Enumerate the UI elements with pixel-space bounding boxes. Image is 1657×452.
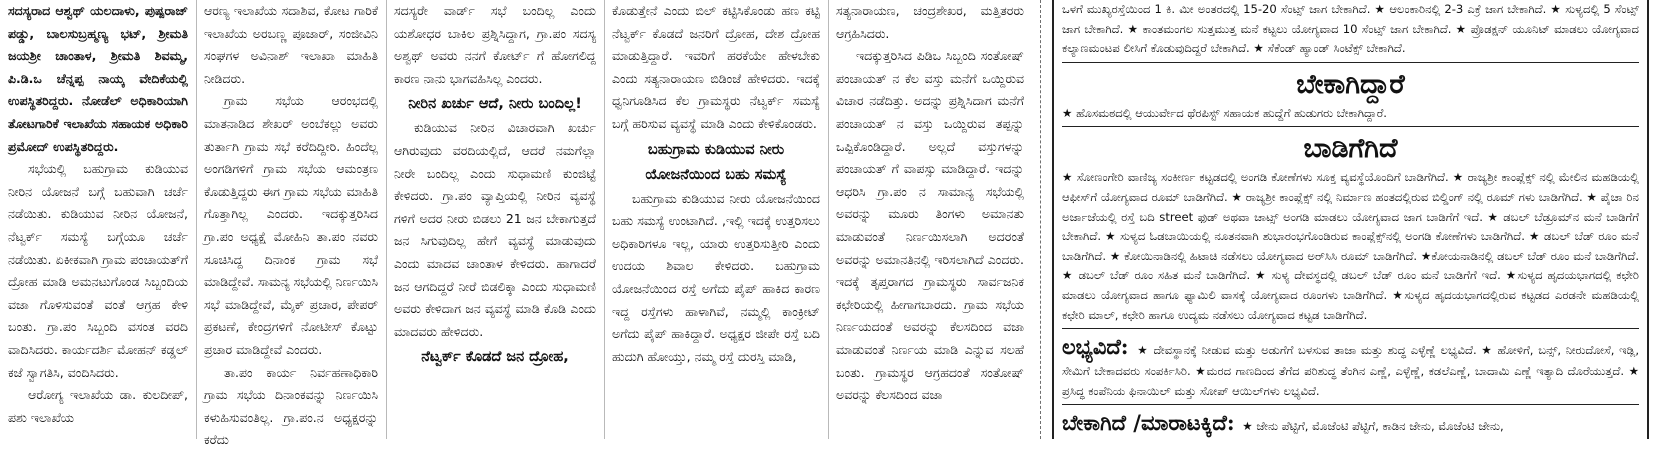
article-subheading: ನೆಟ್ವರ್ಕ್ ಕೊಡದೆ ಜನ ದ್ರೋಹ,: [421, 349, 569, 366]
classified-rent-text: ★ ಸೋಣಂಗೇರಿ ವಾಣಿಜ್ಯ ಸಂಕೀರ್ಣ ಕಟ್ಟಡದಲ್ಲಿ ಅಂಗಡಿ ಕೋಣೆಗಳು ಸೂಕ್ತ ವ್ಯವಸ್ಥೆಯೊಂದಿಗೆ ಬಾಡಿಗೆಗಿದೆ. ★ ರಾಜ್ಯಶ್ರೀ ಕಾಂಪ್ಲೆಕ್ಸ್ ನಲ್ಲಿ ಮೇಲಿನ ಮಹಡಿಯಲ್ಲಿ ಆಫೀಸ್‌ಗೆ ಯೋಗ್ಯವಾದ ರೂಮ್ ಬಾಡಿಗೆಗಿದೆ. ★ ರಾಜ್ಯಶ್ರೀ ಕಾಂಪ್ಲೆಕ್ಸ್ ನಲ್ಲಿ ನಿರ್ಮಾಣ ಹಂತದಲ್ಲಿರುವ ಬಿಲ್ಡಿಂಗ್ ನಲ್ಲಿ ರೂಮ್ ಗಳು ಬಾಡಿಗೆಗಿದೆ. ★ ಪೈಚಾ ರಿನ ಅರ್ಜಾಜೆಯಲ್ಲಿ ರಸ್ತೆ ಬದಿ street ಫುಡ್ ಅಥವಾ ಚಾಟ್ಸ್ ಅಂಗಡಿ ಮಾಡಲು ಯೋಗ್ಯವಾದ ಜಾಗ ಬಾಡಿಗೆಗೆ ಇದೆ. ★ ಡಬಲ್ ಬೆಡ್ರೂಮ್‌ನ ಮನೆ ಬಾಡಿಗೆಗೆ ಬೇಕಾಗಿದೆ. ★ ಸುಳ್ಯದ ಓಡಬಾಯಿಯಲ್ಲಿ ನೂತನವಾಗಿ ಶುಭಾರಂಭಗೊಂಡಿರುವ ಕಾಂಪ್ಲೆಕ್ಸ್‌ನಲ್ಲಿ ಅಂಗಡಿ ಕೋಣೆಗಳು ಬಾಡಿಗೆಗಿದೆ. ★ ಡಬಲ್ ಬೆಡ್ ರೂಂ ಮನೆ ಬಾಡಿಗೆಗಿದೆ. ★ ಕೋಯಿನಾಡಿನಲ್ಲಿ ಹಿಟಾಚಿ ನಡೆಸಲು ಯೋಗ್ಯವಾದ ಅರ್‌ಸಿಸಿ ರೂಮ್ ಬಾಡಿಗೆಗಿದೆ. ★ಕೋಯನಾಡಿನಲ್ಲಿ ಡಬಲ್ ಬೆಡ್ ರೂಂ ಮನೆ ಬಾಡಿಗೆಗಿದೆ. ★ ಡಬಲ್ ಬೆಡ್ ರೂಂ ಸಹಿತ ಮನೆ ಬಾಡಿಗೆಗಿದೆ. ★ ಸುಳ್ಯ ದೇವಸ್ಥದಲ್ಲಿ ಡಬಲ್ ಬೆಡ್ ರೂಂ ಮನೆ ಬಾಡಿಗೆಗೆ ಇದೆ. ★ಸುಳ್ಯದ ಹೃದಯಭಾಗದಲ್ಲಿ ಕಛೇರಿ ಮಾಡಲು ಯೋಗ್ಯವಾದ ಹಾಗೂ ಫ್ಯಾಮಿಲಿ ವಾಸಕ್ಕೆ ಯೋಗ್ಯವಾದ ರೂಂಗಳು ಬಾಡಿಗೆಗಿದೆ. ★ಸುಳ್ಯದ ಹೃದಯಭಾಗದಲ್ಲಿರುವ ಕಟ್ಟಡದ ಎರಡನೇ ಮಹಡಿಯಲ್ಲಿ ಕಛೇರಿ ಮಾಲ್, ಕಛೇರಿ ಹಾಗೂ ಉದ್ಯಮ ನಡೆಸಲು ಯೋಗ್ಯವಾದ ಕಟ್ಟಡ ಬಾಡಿಗೆಗಿದೆ.: [1062, 170, 1639, 322]
article-paragraph: ಇದಕ್ಕುತ್ತರಿಸಿದ ಪಿಡಿಒ ಸಿಬ್ಬಂದಿ ಸಂತೋಷ್ ಪಂಚಾಯತ್ ನ ಕೆಲ ವಸ್ತು ಮನೆಗೆ ಒಯ್ದಿರುವ ವಿಚಾರ ನಡೆದಿತ್ತು. ಅದನ್ನು ಪ್ರಶ್ನಿಸಿದಾಗ ಮನೆಗೆ ಪಂಚಾಯತ್ ನ ವಸ್ತು ಒಯ್ದಿರುವ ತಪ್ಪನ್ನು ಒಪ್ಪಿಕೊಂಡಿದ್ದಾರೆ. ಅಲ್ಲದೆ ವಸ್ತುಗಳನ್ನು ಪಂಚಾಯತ್ ಗೆ ವಾಪಸ್ಸು ಮಾಡಿದ್ದಾರೆ. ಇದನ್ನು ಆಧರಿಸಿ ಗ್ರಾ.ಪಂ ನ ಸಾಮಾನ್ಯ ಸಭೆಯಲ್ಲಿ ಅವರನ್ನು ಮೂರು ತಿಂಗಳು ಅಮಾನತು ಮಾಡುವಂತೆ ನಿರ್ಣಯಿಸಲಾಗಿ ಅದರಂತೆ ಅವರನ್ನು ಅಮಾನತಿನಲ್ಲಿ ಇರಿಸಲಾಗಿದೆ ಎಂದರು. ಇದಕ್ಕೆ ತೃಪ್ತರಾಗದ ಗ್ರಾಮಸ್ಥರು ಸಾರ್ವಜನಿಕ ಕಛೇರಿಯಲ್ಲಿ ಹೀಗಾಗಬಾರದು. ಗ್ರಾಮ ಸಭೆಯ ನಿರ್ಣಯದಂತೆ ಅವರನ್ನು ಕೆಲಸದಿಂದ ವಜಾ ಮಾಡುವಂತೆ ನಿರ್ಣಯ ಮಾಡಿ ಎನ್ನುವ ಸಲಹೆ ಬಂತು. ಗ್ರಾಮಸ್ಥರ ಆಗ್ರಹದಂತೆ ಸಂತೋಷ್ ಅವರನ್ನು ಕೆಲಸದಿಂದ ವಜಾ: [836, 48, 1024, 403]
article-column-5: [836, 0, 1024, 439]
section-divider: [1062, 404, 1639, 405]
article-paragraph: ಕೊಡುತ್ತೇನೆ ಎಂದು ಬಿಲ್ ಕಟ್ಟಿಸಿಕೊಂಡು ಹಣ ಕಟ್ಟಿ ನೆಟ್ವರ್ಕ್ ಕೊಡದೆ ಜನರಿಗೆ ದ್ರೋಹ, ದೇಶ ದ್ರೋಹ ಮಾಡುತ್ತಿದ್ದಾರೆ. ಇವರಿಗೆ ಹರಕೆಯೇ ಹೇಳಬೇಕು ಎಂದು ಸತ್ಯನಾರಾಯಣ ಬಿಡಿಂಜೆ ಹೇಳಿದರು. ಇದಕ್ಕೆ ಧ್ವನಿಗೂಡಿಸಿದ ಕೆಲ ಗ್ರಾಮಸ್ಥರು ನೆಟ್ವರ್ಕ್ ಸಮಸ್ಯೆ ಬಗ್ಗೆ ಹರಿಸುವ ವ್ಯವಸ್ಥೆ ಮಾಡಿ ಎಂದು ಕೇಳಿಕೊಂಡರು.: [612, 3, 820, 131]
article-paragraph: ಸತ್ಯನಾರಾಯಣ, ಚಂದ್ರಶೇಖರ, ಮತ್ತಿತರರು ಆಗ್ರಹಿಸಿದರು.: [836, 3, 1024, 41]
classified-wanted-text: ★ ಹೊಸಮಠದಲ್ಲಿ ಆಯುರ್ವೇದ ಥೆರಪಿಸ್ಟ್ ಸಹಾಯಕ ಹುದ್ದೆಗೆ ಹುಡುಗರು ಬೇಕಾಗಿದ್ದಾರೆ.: [1062, 105, 1387, 120]
classified-sale-text: ★ ಜೇನು ಪೆಟ್ಟಿಗೆ, ಮೊಜೆಂಟಿ ಪೆಟ್ಟಿಗೆ, ಕಾಡಿನ ಜೇನು, ಮೊಜೆಂಟಿ ಜೇನು,: [1242, 419, 1504, 434]
article-paragraph: ಸಭೆಯಲ್ಲಿ ಬಹುಗ್ರಾಮ ಕುಡಿಯುವ ನೀರಿನ ಯೋಜನೆ ಬಗ್ಗೆ ಬಹುವಾಗಿ ಚರ್ಚೆ ನಡೆಯಿತು. ಕುಡಿಯುವ ನೀರಿನ ಯೋಜನೆ, ನೆಟ್ವರ್ಕ್ ಸಮಸ್ಯೆ ಬಗ್ಗೆಯೂ ಚರ್ಚೆ ನಡೆಯಿತು. ಏಕೀಕವಾಗಿ ಗ್ರಾಮ ಪಂಚಾಯತ್‌ಗೆ ದ್ರೋಹ ಮಾಡಿ ಅಮನಟುಗೊಂಡ ಸಿಬ್ಬಂದಿಯ ವಜಾ ಗೊಳಿಸುವಂತೆ ವಂತೆ ಆಗ್ರಹ ಕೇಳಿ ಬಂತು. ಗ್ರಾ.ಪಂ ಸಿಬ್ಬಂದಿ ವಸಂತ ವರದಿ ವಾದಿಸಿದರು. ಕಾರ್ಯದರ್ಶಿ ಮೋಹನ್ ಕಡ್ಡಲ್ ಕಜೆ ಸ್ವಾಗತಿಸಿ, ವಂದಿಸಿದರು.: [8, 161, 188, 380]
section-divider: [1062, 126, 1639, 127]
column-rule: [196, 0, 197, 439]
article-paragraph: ಆರೋಗ್ಯ ಇಲಾಖೆಯ ಡಾ. ಕುಲದೀಪ್, ಪಶು ಇಲಾಖೆಯ: [8, 387, 188, 425]
classifieds-box: [1052, 0, 1649, 439]
section-divider: [1062, 328, 1639, 329]
for-rent-heading: ಬಾಡಿಗೆಗಿದೆ: [1303, 133, 1398, 165]
article-paragraph: ಬಹುಗ್ರಾಮ ಕುಡಿಯುವ ನೀರು ಯೋಜನೆಯಿಂದ ಬಹು ಸಮಸ್ಯೆ ಉಂಟಾಗಿದೆ. ,ಇಲ್ಲಿ ಇದಕ್ಕೆ ಉತ್ತರಿಸಲು ಅಧಿಕಾರಿಗಳೂ ಇಲ್ಲ, ಯಾರು ಉತ್ತರಿಸುತ್ತೀರಿ ಎಂದು ಉದಯ ಶಿವಾಲ ಕೇಳಿದರು. ಬಹುಗ್ರಾಮ ಯೋಜನೆಯಿಂದ ರಸ್ತೆ ಅಗೆದು ಪೈಪ್ ಹಾಕಿದ ಕಾರಣ ಇದ್ದ ರಸ್ತೆಗಳು ಹಾಳಾಗಿವೆ, ನಮ್ಮಲ್ಲಿ ಕಾಂಕ್ರೀಟ್ ಅಗೆದು ಪೈಪ್ ಹಾಕಿದ್ದಾರೆ. ಅಧ್ಯಕ್ಷರ ಜೀಪೇ ರಸ್ತೆ ಬದಿ ಹುದುಗಿ ಹೋಯ್ತು, ನಮ್ಮ ರಸ್ತೆ ದುರಸ್ತಿ ಮಾಡಿ,: [612, 190, 820, 364]
column-rule: [828, 0, 829, 439]
article-column-3: [394, 0, 596, 439]
column-rule: [604, 0, 605, 439]
column-rule: [386, 0, 387, 439]
article-column-2: [204, 0, 378, 448]
section-divider: [1062, 62, 1639, 63]
wanted-for-sale-heading: ಬೇಕಾಗಿದೆ /ಮಾರಾಟಕ್ಕಿದೆ:: [1062, 410, 1235, 436]
article-paragraph: ಕುಡಿಯುವ ನೀರಿನ ವಿಚಾರವಾಗಿ ಖರ್ಚು ಆಗಿರುವುದು ವರದಿಯಲ್ಲಿದೆ, ಆದರೆ ನಮಗೆಲ್ಲಾ ನೀರೇ ಬಂದಿಲ್ಲ ಎಂದು ಸುಧಾಮಣಿ ಕುಂಜಿಟ್ಟೆ ಕೇಳಿದರು. ಗ್ರಾ.ಪಂ ವ್ಯಾಪ್ತಿಯಲ್ಲಿ ನೀರಿನ ವ್ಯವಸ್ಥೆ ಗಳಿಗೆ ಅದರ ನೀರು ಬಿಡಲು 21 ಜನ ಬೇಕಾಗುತ್ತದೆ ಜನ ಸಿಗುವುದಿಲ್ಲ ಹೇಗೆ ವ್ಯವಸ್ಥೆ ಮಾಡುವುದು ಎಂದು ಮಾದವ ಚಾಂತಾಳ ಕೇಳಿದರು. ಹಾಗಾದರೆ ಜನ ಆಗದಿದ್ದರೆ ನೀರೆ ಬಿಡಲಿಕ್ಕಾ ಎಂದು ಸುಧಾಮಣಿ ಅವರು ಕೇಳಿದಾಗ ಜನ ವ್ಯವಸ್ಥೆ ಮಾಡಿ ಕೊಡಿ ಎಂದು ಮಾದವರು ಹೇಳಿದರು.: [394, 120, 596, 339]
classified-land-wanted-text: ಒಳಗೆ ಮುಖ್ಯರಸ್ತೆಯಿಂದ 1 ಕಿ. ಮೀ ಅಂತರದಲ್ಲಿ 15-20 ಸೆಂಟ್ಸ್ ಜಾಗ ಬೇಕಾಗಿದೆ. ★ ಆಲಂಕಾರಿನಲ್ಲಿ 2-3 ಎಕ್ರೆ ಜಾಗ ಬೇಕಾಗಿದೆ. ★ ಸುಳ್ಯದಲ್ಲಿ 5 ಸೆಂಟ್ಸ್ ಜಾಗ ಬೇಕಾಗಿದೆ. ★ ಕಾಂತಮಂಗಲ ಸುತ್ತಮುತ್ತ ಮನೆ ಕಟ್ಟಲು ಯೋಗ್ಯವಾದ 10 ಸೆಂಟ್ಸ್ ಜಾಗ ಬೇಕಾಗಿದೆ. ★ ಪ್ರೊಡಕ್ಷನ್ ಯೂನಿಟ್ ಮಾಡಲು ಯೋಗ್ಯವಾದ ಕಲ್ಯಾಣಮಂಟಪ ಲೀಸಿಗೆ ಕೊಡುವುದಿದ್ದರೆ ಬೇಕಾಗಿದೆ. ★ ಸೆಕೆಂಡ್ ಹ್ಯಾಂಡ್ ಸಿಂಟೆಕ್ಸ್ ಬೇಕಾಗಿದೆ.: [1062, 2, 1639, 56]
article-paragraph: ತಾ.ಪಂ ಕಾರ್ಯ ನಿರ್ವಹಣಾಧಿಕಾರಿ ಗ್ರಾಮ ಸಭೆಯ ದಿನಾಂಕವನ್ನು ನಿರ್ಣಯಿಸಿ ಕಳುಹಿಸುವಂತಿಲ್ಲ. ಗ್ರಾ.ಪಂ.ನ ಅಧ್ಯಕ್ಷರನ್ನು ಕರೆದು: [204, 364, 378, 448]
classified-available-text: ★ ದೇವಸ್ಥಾನಕ್ಕೆ ನೀಡುವ ಮತ್ತು ಅಡುಗೆಗೆ ಬಳಸುವ ತಾಜಾ ಮತ್ತು ಶುದ್ಧ ಎಳ್ಳೆಣ್ಣೆ ಲಭ್ಯವಿದೆ. ★ ಹೋಳಿಗೆ, ಬನ್ಸ್, ನೀರುದೋಸೆ, ಇಡ್ಲಿ, ಸೇಮಿಗೆ ಬೇಕಾದವರು ಸಂಪರ್ಕಿಸಿರಿ. ★ಮರದ ಗಾಣದಿಂದ ತೆಗೆದ ಪರಿಶುದ್ಧ ತೆಂಗಿನ ಎಣ್ಣೆ, ಎಳ್ಳೆಣ್ಣೆ, ಕಡಲೆಎಣ್ಣೆ, ಬಾದಾಮಿ ಎಣ್ಣೆ ಇತ್ಯಾದಿ ದೊರೆಯುತ್ತದೆ. ★ ಪ್ರಸಿದ್ಧ ಕಂಪೆನಿಯ ಫಿನಾಯಿಲ್ ಮತ್ತು ಸೋಪ್ ಆಯಿಲ್‌ಗಳು ಲಭ್ಯವಿದೆ.: [1062, 343, 1639, 398]
article-column-4: [612, 0, 820, 439]
cut-line-divider: [1040, 0, 1041, 439]
article-paragraph: ಸದಸ್ಯರಾದ ಆಶ್ವಥ್ ಯಲದಾಳು, ಪುಷ್ಪರಾಜ್ ಪಡ್ಡು, ಬಾಲಸುಬ್ರಹ್ಮಣ್ಯ ಭಟ್, ಶ್ರೀಮತಿ ಜಯಶ್ರೀ ಚಾಂತಾಳ, ಶ್ರೀಮತಿ ಶಿವಮ್ಮ, ಪಿ.ಡಿ.ಒ ಚೆನ್ನಪ್ಪ ನಾಯ್ಕ ವೇದಿಕೆಯಲ್ಲಿ ಉಪಸ್ಥಿತರಿದ್ದರು. ನೋಡೆಲ್ ಅಧಿಕಾರಿಯಾಗಿ ತೋಟಗಾರಿಕೆ ಇಲಾಖೆಯ ಸಹಾಯಕ ಅಧಿಕಾರಿ ಪ್ರಮೋದ್ ಉಪಸ್ಥಿತರಿದ್ದರು.: [8, 3, 188, 154]
wanted-heading: ಬೇಕಾಗಿದ್ದಾರೆ: [1296, 68, 1405, 100]
article-paragraph: ಗ್ರಾಮ ಸಭೆಯ ಆರಂಭದಲ್ಲಿ ಮಾತನಾಡಿದ ಶೇಖರ್ ಅಂಬೆಕಲ್ಲು ಅವರು ತುರ್ತಾಗಿ ಗ್ರಾಮ ಸಭೆ ಕರೆದಿದ್ದೀರಿ. ಹಿಂದೆಲ್ಲ ಅಂಗಡಿಗಳಿಗೆ ಗ್ರಾಮ ಸಭೆಯ ಆಮಂತ್ರಣ ಕೊಡುತ್ತಿದ್ದರು ಈಗ ಗ್ರಾಮ ಸಭೆಯ ಮಾಹಿತಿ ಗೊತ್ತಾಗಿಲ್ಲ ಎಂದರು. ಇದಕ್ಕುತ್ತರಿಸಿದ ಗ್ರಾ.ಪಂ ಅಧ್ಯಕ್ಷೆ ಮೋಹಿನಿ ತಾ.ಪಂ ನವರು ಸೂಚಿಸಿದ್ದ ದಿನಾಂಕ ಗ್ರಾಮ ಸಭೆ ಮಾಡಿದ್ದೇವೆ. ಸಾಮನ್ಯ ಸಭೆಯಲ್ಲಿ ನಿರ್ಣಯಿಸಿ ಸಭೆ ಮಾಡಿದ್ದೇವೆ, ಮೈಕ್ ಪ್ರಚಾರ, ಪೇಪರ್ ಪ್ರಕಟಣೆ, ಕೇಂದ್ರಗಳಿಗೆ ನೋಟೀಸ್ ಕೊಟ್ಟು ಪ್ರಚಾರ ಮಾಡಿದ್ದೇವೆ ಎಂದರು.: [204, 93, 378, 357]
article-subheading: ನೀರಿನ ಖರ್ಚು ಆದೆ, ನೀರು ಬಂದಿಲ್ಲ!: [408, 96, 582, 113]
classified-sale-section: [1062, 408, 1639, 438]
available-heading: ಲಭ್ಯವಿದೆ:: [1062, 334, 1129, 360]
article-paragraph: ಸದಸ್ಯರೇ ವಾರ್ಡ್ ಸಭೆ ಬಂದಿಲ್ಲ ಎಂದು ಯಶೋಧರ ಬಾಕಿಲ ಪ್ರಶ್ನಿಸಿದ್ದಾಗ, ಗ್ರಾ.ಪಂ ಸದಸ್ಯ ಅಶ್ವಥ್ ಅವರು ನನಗೆ ಕೋರ್ಟ್ ಗೆ ಹೋಗಲಿದ್ದ ಕಾರಣ ನಾನು ಭಾಗವಹಿಸಿಲ್ಲ ಎಂದರು.: [394, 3, 596, 86]
classified-available-section: [1062, 332, 1639, 401]
article-subheading: ಬಹುಗ್ರಾಮ ಕುಡಿಯುವ ನೀರು ಯೋಜನೆಯಿಂದ ಬಹು ಸಮಸ್ಯೆ: [645, 141, 787, 183]
article-paragraph: ಆರಣ್ಯ ಇಲಾಖೆಯ ಸದಾಶಿವ, ಕೋಟ ಗಾರಿಕೆ ಇಲಾಖೆಯ ಅರಬಣ್ಣ ಪೂಜಾರ್, ಸಂಜೀವಿನಿ ಸಂಘಗಳ ಅವಿನಾಶ್ ಇಲಾಖಾ ಮಾಹಿತಿ ನೀಡಿದರು.: [204, 3, 378, 86]
article-column-1: [8, 0, 188, 439]
